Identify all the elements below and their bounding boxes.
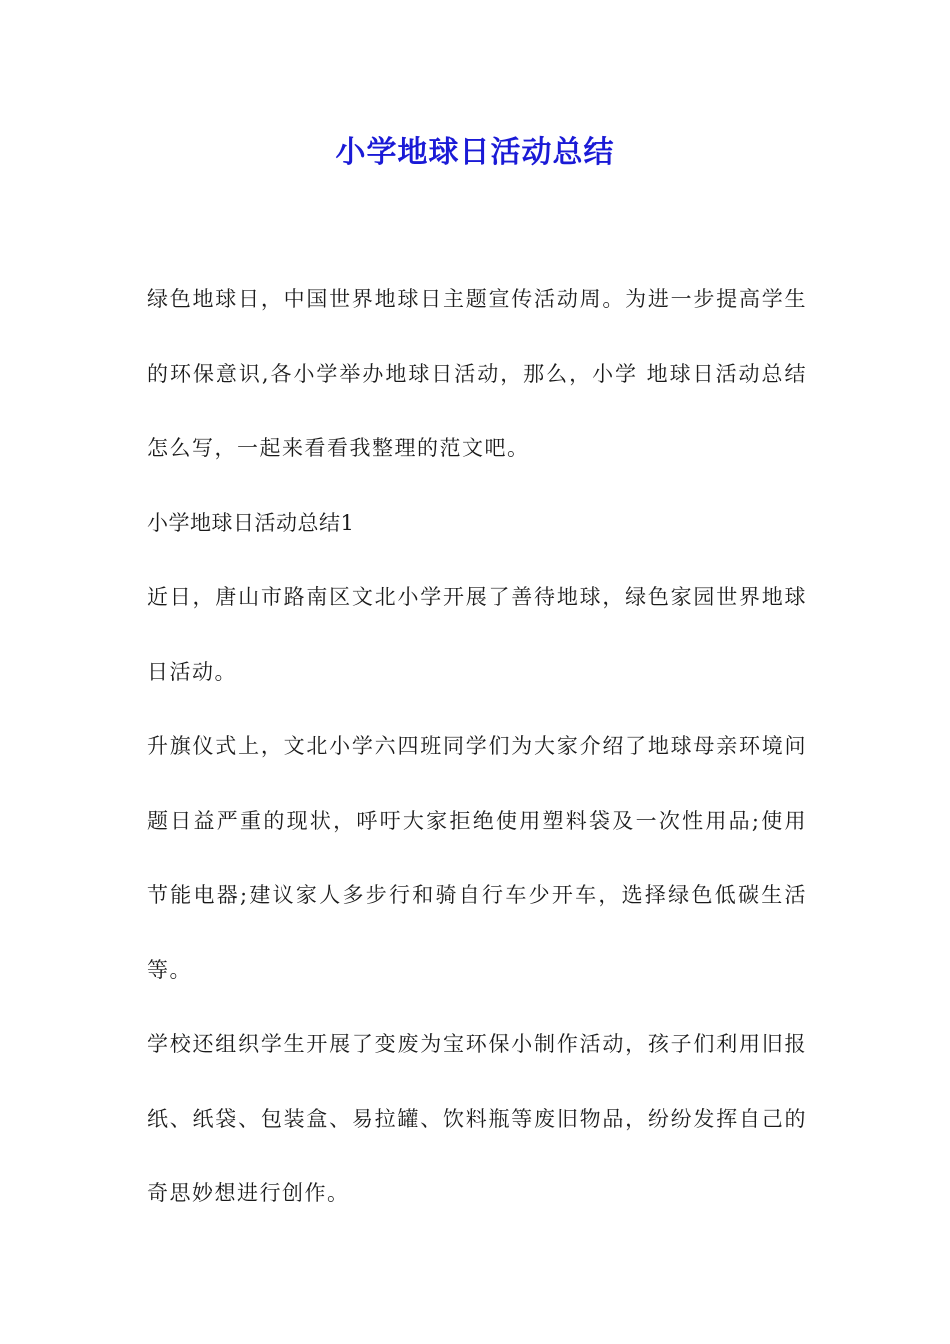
section-heading: 小学地球日活动总结1 xyxy=(147,510,355,535)
page-title: 小学地球日活动总结 xyxy=(335,135,615,170)
body-paragraph: 学校还组织学生开展了变废为宝环保小制作活动，孩子们利用旧报纸、纸袋、包装盒、易拉罐、饮料瓶等废旧物品，纷纷发挥自己的奇思妙想进行创作。 xyxy=(147,1032,807,1205)
intro-paragraph: 绿色地球日，中国世界地球日主题宣传活动周。为进一步提高学生的环保意识,各小学举办地球日活动，那么，小学 地球日活动总结怎么写，一起来看看我整理的范文吧。 xyxy=(147,287,807,460)
body-paragraph: 升旗仪式上，文北小学六四班同学们为大家介绍了地球母亲环境问题日益严重的现状，呼吁大家拒绝使用塑料袋及一次性用品;使用节能电器;建议家人多步行和骑自行车少开车，选择绿色低碳生活等。 xyxy=(147,734,807,982)
body-paragraph: 近日，唐山市路南区文北小学开展了善待地球，绿色家园世界地球日活动。 xyxy=(147,585,807,684)
document-body xyxy=(147,262,807,1231)
